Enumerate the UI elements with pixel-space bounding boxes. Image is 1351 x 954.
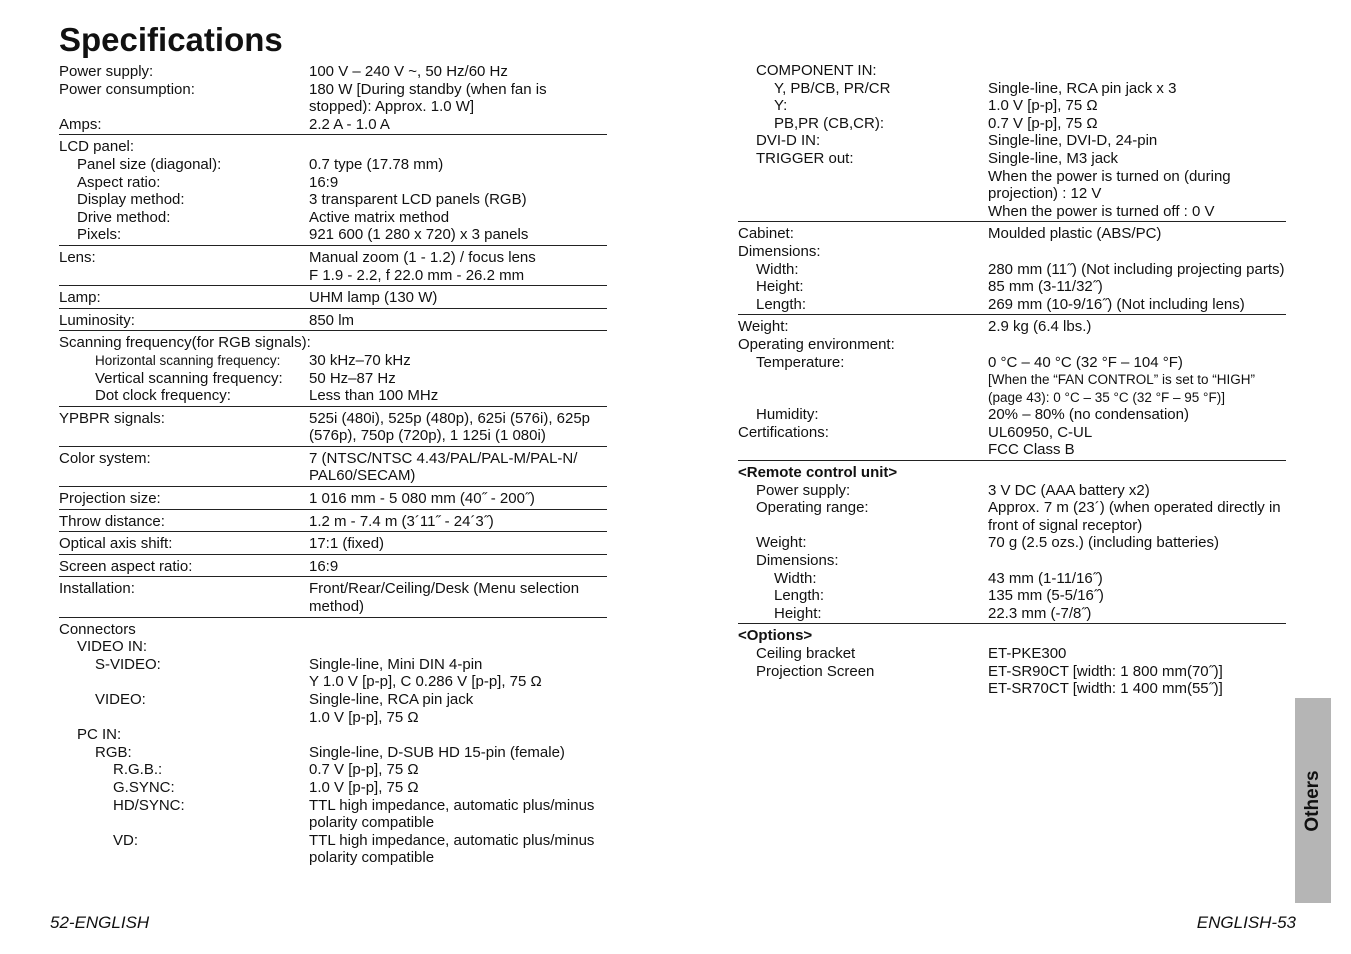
spec-row <box>59 226 607 244</box>
spec-value: 85 mm (3-11/32˝) <box>988 278 1103 296</box>
spec-value <box>988 336 1286 354</box>
spec-row <box>738 627 1286 645</box>
spec-row <box>59 673 607 691</box>
spec-label: Drive method: <box>77 208 171 226</box>
spec-label: Length: <box>774 587 825 605</box>
spec-label: PB,PR (CB,CR): <box>774 114 885 132</box>
spec-label <box>59 709 309 727</box>
spec-row <box>738 115 1286 133</box>
spec-label: Weight: <box>738 318 789 336</box>
spec-value: 0 °C – 40 °C (32 °F – 104 °F) <box>988 353 1183 371</box>
spec-row <box>59 267 607 285</box>
spec-row <box>59 490 607 508</box>
spec-row <box>738 534 1286 552</box>
spec-row <box>59 450 607 485</box>
spec-label: YPBPR signals: <box>59 409 165 427</box>
spec-label: Vertical scanning frequency: <box>95 369 283 387</box>
spec-row <box>59 209 607 227</box>
spec-row <box>738 225 1286 243</box>
spec-label: R.G.B.: <box>113 761 163 779</box>
spec-label: LCD panel: <box>59 138 135 156</box>
spec-value: 3 V DC (AAA battery x2) <box>988 481 1150 499</box>
spec-row <box>59 535 607 553</box>
spec-group <box>738 318 1286 461</box>
spec-row <box>59 709 607 727</box>
spec-row <box>59 312 607 330</box>
spec-row <box>738 482 1286 500</box>
spec-label: Projection size: <box>59 490 161 508</box>
spec-row <box>738 645 1286 663</box>
spec-label: S-VIDEO: <box>95 655 161 673</box>
spec-group <box>59 334 607 406</box>
spec-label: Display method: <box>77 191 185 209</box>
spec-row <box>738 168 1286 203</box>
spec-value: 43 mm (1-11/16˝) <box>988 569 1103 587</box>
spec-value: 180 W [During standby (when fan is stopped): Approx. 1.0 W] <box>309 80 547 116</box>
spec-row <box>738 605 1286 623</box>
spec-value: Single-line, Mini DIN 4-pin <box>309 655 483 673</box>
spec-label: Width: <box>756 260 799 278</box>
spec-label: VIDEO: <box>95 691 146 708</box>
spec-row <box>59 621 607 639</box>
spec-label <box>59 673 309 691</box>
spec-value: 20% – 80% (no condensation) <box>988 406 1189 424</box>
spec-row <box>738 552 1286 570</box>
spec-row <box>738 587 1286 605</box>
spec-label: Height: <box>774 604 822 622</box>
spec-value: 7 (NTSC/NTSC 4.43/PAL/PAL-M/PAL-N/ PAL60/SECAM) <box>309 449 578 485</box>
spec-value: When the power is turned on (during projection) : 12 V <box>988 167 1231 203</box>
spec-label: Pixels: <box>77 226 122 244</box>
spec-value <box>309 138 607 156</box>
spec-label: Luminosity: <box>59 311 135 329</box>
spec-group <box>59 312 607 332</box>
spec-row <box>59 761 607 779</box>
spec-value: 0.7 V [p-p], 75 Ω <box>309 761 419 779</box>
spec-group <box>738 62 1286 222</box>
spec-label: Temperature: <box>756 353 845 371</box>
spec-row <box>738 680 1286 698</box>
spec-value: 269 mm (10-9/16˝) (Not including lens) <box>988 295 1245 313</box>
spec-value: 16:9 <box>309 173 339 191</box>
spec-group <box>59 450 607 487</box>
spec-row <box>59 370 607 388</box>
spec-value <box>309 638 607 656</box>
spec-label: Installation: <box>59 580 135 598</box>
spec-label: Throw distance: <box>59 512 165 530</box>
spec-value: 1.0 V [p-p], 75 Ω <box>988 97 1098 115</box>
spec-label: Scanning frequency(for RGB signals): <box>59 334 311 352</box>
spec-row <box>738 132 1286 150</box>
spec-label: Y: <box>774 97 788 115</box>
spec-label: HD/SYNC: <box>113 796 185 814</box>
spec-value: Y 1.0 V [p-p], C 0.286 V [p-p], 75 Ω <box>309 673 542 691</box>
spec-label: Color system: <box>59 449 151 467</box>
spec-group <box>59 580 607 617</box>
spec-label: Operating range: <box>756 499 869 517</box>
spec-value: UL60950, C-UL <box>988 423 1093 441</box>
spec-value: ET-SR70CT [width: 1 400 mm(55˝)] <box>988 680 1223 698</box>
spec-column-left <box>59 63 607 871</box>
spec-value: F 1.9 - 2.2, f 22.0 mm - 26.2 mm <box>309 266 525 284</box>
spec-label <box>738 203 988 221</box>
spec-label <box>738 441 988 459</box>
spec-row <box>738 663 1286 681</box>
section-tab-others <box>1295 698 1331 903</box>
spec-row <box>59 174 607 192</box>
spec-label: Weight: <box>756 534 807 552</box>
spec-label: Power supply: <box>59 63 154 80</box>
spec-value: 1.0 V [p-p], 75 Ω <box>309 708 419 726</box>
spec-value: Manual zoom (1 - 1.2) / focus lens <box>309 248 536 266</box>
spec-row <box>738 354 1286 372</box>
spec-value <box>309 334 607 352</box>
spec-row <box>59 352 607 370</box>
spec-group <box>59 513 607 533</box>
spec-label: <Remote control unit> <box>738 464 898 482</box>
spec-label: Panel size (diagonal): <box>77 155 222 173</box>
section-tab-label: Others <box>1302 769 1323 832</box>
spec-value: 1.2 m - 7.4 m (3´11˝ - 24´3˝) <box>309 512 494 530</box>
spec-label: Certifications: <box>738 423 829 441</box>
spec-label: Ceiling bracket <box>756 645 856 662</box>
spec-value <box>309 621 607 639</box>
spec-value: Single-line, DVI-D, 24-pin <box>988 132 1158 150</box>
spec-row <box>738 318 1286 336</box>
spec-label: <Options> <box>738 627 813 645</box>
spec-value: Single-line, D-SUB HD 15-pin (female) <box>309 743 565 761</box>
spec-group <box>59 249 607 286</box>
page-number-left: 52-ENGLISH <box>50 913 150 932</box>
spec-value: 2.9 kg (6.4 lbs.) <box>988 318 1092 336</box>
spec-value <box>988 62 1286 80</box>
spec-label: Optical axis shift: <box>59 535 173 553</box>
spec-row <box>738 464 1286 482</box>
spec-row <box>738 296 1286 314</box>
spec-row <box>59 797 607 832</box>
spec-value: 22.3 mm (-7/8˝) <box>988 604 1092 622</box>
spec-value: 3 transparent LCD panels (RGB) <box>309 191 527 209</box>
spec-value: 1.0 V [p-p], 75 Ω <box>309 778 419 796</box>
spec-value: TTL high impedance, automatic plus/minus polarity compatible <box>309 796 595 832</box>
spec-value: Front/Rear/Ceiling/Desk (Menu selection method) <box>309 580 580 616</box>
spec-label: Projection Screen <box>756 662 875 680</box>
spec-value: UHM lamp (130 W) <box>309 289 438 307</box>
spec-value: Single-line, RCA pin jack x 3 <box>988 79 1177 97</box>
spec-value: 921 600 (1 280 x 720) x 3 panels <box>309 226 529 244</box>
spec-label: Width: <box>774 569 817 587</box>
spec-row <box>59 580 607 615</box>
spec-label: VD: <box>113 831 139 849</box>
spec-value: TTL high impedance, automatic plus/minus polarity compatible <box>309 831 595 867</box>
spec-row <box>59 656 607 674</box>
spec-value: 850 lm <box>309 311 355 329</box>
spec-value: 50 Hz–87 Hz <box>309 369 396 387</box>
spec-value <box>988 627 1286 645</box>
spec-value: 0.7 type (17.78 mm) <box>309 155 444 173</box>
spec-value: Single-line, RCA pin jack <box>309 691 474 708</box>
spec-group <box>59 490 607 510</box>
spec-group <box>738 464 1286 624</box>
spec-value <box>988 243 1286 261</box>
spec-row <box>738 261 1286 279</box>
spec-group <box>59 63 607 135</box>
spec-value: ET-SR90CT [width: 1 800 mm(70˝)] <box>988 662 1223 680</box>
spec-label: RGB: <box>95 743 132 761</box>
spec-row <box>59 334 607 352</box>
spec-label: Operating environment: <box>738 335 895 353</box>
spec-value <box>988 552 1286 570</box>
spec-label: Cabinet: <box>738 225 794 243</box>
spec-value: [When the “FAN CONTROL” is set to “HIGH” (page 43): 0 °C – 35 °C (32 °F – 95 °F)] <box>988 372 1256 405</box>
spec-group <box>59 621 607 868</box>
spec-label: Horizontal scanning frequency: <box>95 352 281 368</box>
spec-group <box>59 289 607 309</box>
spec-label: Lamp: <box>59 289 101 307</box>
spec-value: Less than 100 MHz <box>309 387 439 405</box>
spec-label: Aspect ratio: <box>77 173 161 191</box>
spec-group <box>59 410 607 447</box>
spec-row <box>59 779 607 797</box>
spec-label: Power supply: <box>756 481 851 499</box>
spec-label: DVI-D IN: <box>756 132 821 150</box>
spec-row <box>738 62 1286 80</box>
spec-value: 135 mm (5-5/16˝) <box>988 587 1104 605</box>
spec-label: COMPONENT IN: <box>756 62 877 79</box>
spec-label: G.SYNC: <box>113 778 175 796</box>
spec-row <box>738 97 1286 115</box>
spec-label: Dimensions: <box>738 242 821 260</box>
spec-row <box>738 336 1286 354</box>
spec-group <box>59 558 607 578</box>
spec-row <box>59 138 607 156</box>
spec-row <box>59 191 607 209</box>
spec-value <box>309 726 607 744</box>
spec-row <box>59 558 607 576</box>
spec-row <box>738 80 1286 98</box>
spec-row <box>59 156 607 174</box>
spec-label: VIDEO IN: <box>77 638 148 656</box>
spec-label <box>738 680 988 698</box>
spec-label: Height: <box>756 278 804 296</box>
spec-row <box>59 387 607 405</box>
spec-row <box>59 691 607 709</box>
spec-value: Single-line, M3 jack <box>988 149 1119 167</box>
spec-row <box>59 832 607 867</box>
spec-value: Moulded plastic (ABS/PC) <box>988 225 1162 243</box>
spec-value: When the power is turned off : 0 V <box>988 202 1215 220</box>
spec-label: Dimensions: <box>756 552 839 570</box>
spec-label: Amps: <box>59 115 102 133</box>
spec-value: Active matrix method <box>309 208 450 226</box>
spec-row <box>59 638 607 656</box>
spec-label: Power consumption: <box>59 80 195 98</box>
spec-row <box>59 63 607 81</box>
spec-label: Dot clock frequency: <box>95 387 231 405</box>
spec-group <box>738 627 1286 698</box>
spec-label: Humidity: <box>756 406 819 424</box>
spec-row <box>59 726 607 744</box>
spec-row <box>59 513 607 531</box>
spec-label <box>59 267 309 285</box>
spec-row <box>738 203 1286 221</box>
spec-value: 17:1 (fixed) <box>309 535 385 553</box>
spec-value: 2.2 A - 1.0 A <box>309 115 390 133</box>
spec-group <box>59 535 607 555</box>
spec-label: PC IN: <box>77 726 122 744</box>
spec-column-right <box>738 62 1286 702</box>
spec-group <box>59 138 607 246</box>
spec-row <box>59 116 607 134</box>
spec-value <box>988 464 1286 482</box>
spec-label: Connectors <box>59 620 136 638</box>
spec-value: 100 V – 240 V ~, 50 Hz/60 Hz <box>309 63 508 80</box>
spec-row <box>738 150 1286 168</box>
spec-row <box>59 249 607 267</box>
spec-row <box>738 499 1286 534</box>
spec-label: Length: <box>756 295 807 313</box>
spec-row <box>59 81 607 116</box>
spec-group <box>738 225 1286 315</box>
spec-row <box>738 441 1286 459</box>
page-title: Specifications <box>59 21 283 58</box>
spec-label: TRIGGER out: <box>756 149 854 167</box>
spec-label: Y, PB/CB, PR/CR <box>774 79 891 97</box>
spec-value: 30 kHz–70 kHz <box>309 351 411 369</box>
spec-value: FCC Class B <box>988 441 1075 459</box>
spec-value: 16:9 <box>309 557 339 575</box>
spec-row <box>738 406 1286 424</box>
spec-row <box>738 371 1286 406</box>
spec-label: Lens: <box>59 248 96 266</box>
spec-value: 525i (480i), 525p (480p), 625i (576i), 625p (576p), 750p (720p), 1 125i (1 080i) <box>309 409 591 445</box>
spec-value: 280 mm (11˝) (Not including projecting parts) <box>988 260 1285 278</box>
spec-row <box>59 410 607 445</box>
spec-row <box>59 744 607 762</box>
page-number-right: ENGLISH-53 <box>1196 913 1296 932</box>
spec-label <box>738 168 988 203</box>
spec-label: Screen aspect ratio: <box>59 557 193 575</box>
spec-row <box>738 243 1286 261</box>
spec-label <box>738 371 988 406</box>
spec-value: 1 016 mm - 5 080 mm (40˝ - 200˝) <box>309 490 535 508</box>
spec-value: Approx. 7 m (23´) (when operated directly in front of signal receptor) <box>988 499 1281 534</box>
spec-value: 70 g (2.5 ozs.) (including batteries) <box>988 534 1219 552</box>
spec-row <box>738 570 1286 588</box>
spec-row <box>738 424 1286 442</box>
spec-row <box>59 289 607 307</box>
spec-value: ET-PKE300 <box>988 645 1067 662</box>
spec-value: 0.7 V [p-p], 75 Ω <box>988 114 1098 132</box>
spec-row <box>738 278 1286 296</box>
